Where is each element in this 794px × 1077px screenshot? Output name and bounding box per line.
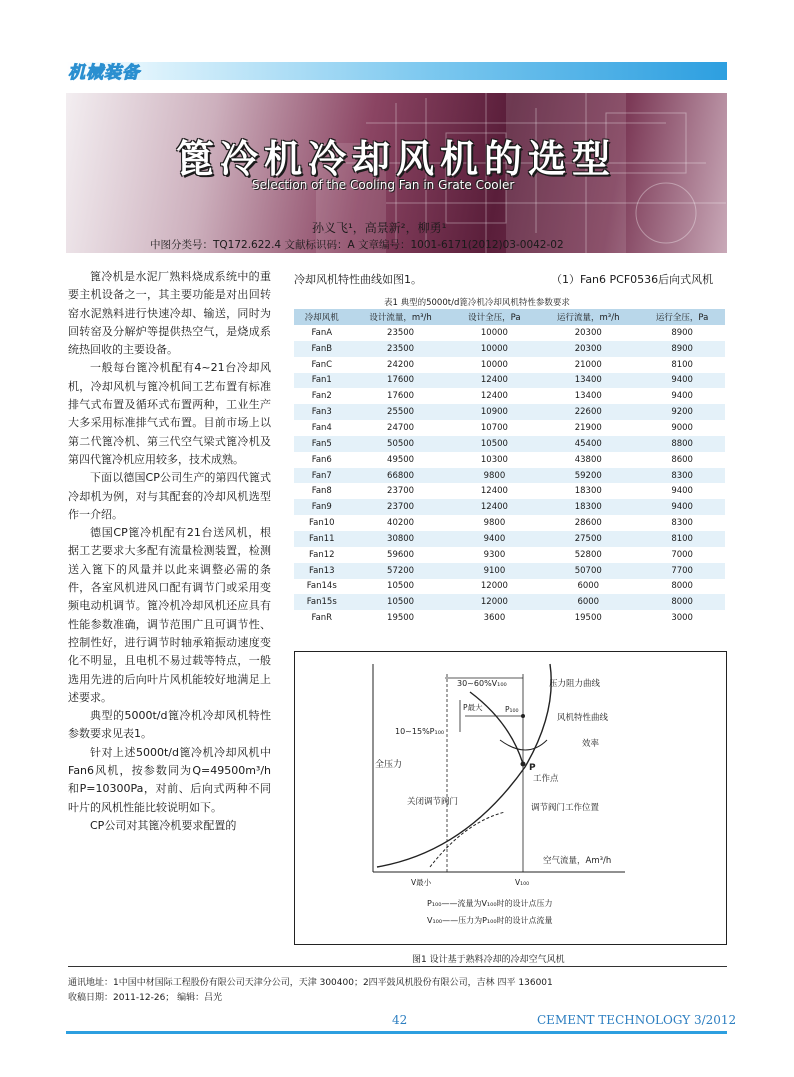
table-cell: FanB xyxy=(294,341,350,357)
authors: 孙义飞¹，高景新²，柳勇¹ xyxy=(312,221,447,235)
paragraph: 德国CP篦冷机配有21台送风机，根据工艺要求大多配有流量检测装置，检测送入篦下的风量并以此来调整必需的条件，各室风机进风口配有调节门或采用变频电动机调节。篦冷机冷却风机还应具有性能参数准确，调节范围广且可调节性、控制性好，进行调节时轴承箱振动速度变化不明显，且电机不易过载等特点，一般选用先进的后向叶片风机能较好地满足上述要求。 xyxy=(68,526,271,704)
pmax-label: P最大 xyxy=(463,703,483,712)
flow-axis-label: 空气流量，Am³/h xyxy=(543,856,612,866)
table-cell: 8100 xyxy=(639,531,725,547)
table-body xyxy=(294,325,725,626)
table-row xyxy=(294,357,725,373)
table-cell: Fan5 xyxy=(294,436,350,452)
range-q-label: 30~60%V₁₀₀ xyxy=(457,679,507,688)
footnote-address: 通讯地址：1中国中材国际工程股份有限公司天津分公司，天津 300400；2四平鼓风机股份有限公司，吉林 四平 136001 xyxy=(68,978,553,988)
table-cell: 7700 xyxy=(639,563,725,579)
closed-valve-curve xyxy=(430,812,505,867)
fan-curve-diagram xyxy=(295,652,726,944)
point-label: P xyxy=(529,763,536,773)
table-cell: 52800 xyxy=(537,547,639,563)
table-cell: 12000 xyxy=(452,594,538,610)
table-row xyxy=(294,483,725,499)
article-subtitle: Selection of the Cooling Fan in Grate Cooler xyxy=(252,178,515,192)
table-cell: 19500 xyxy=(350,610,452,626)
table-cell: 10500 xyxy=(350,594,452,610)
table-cell: 28600 xyxy=(537,515,639,531)
paragraph: 典型的5000t/d篦冷机冷却风机特性参数要求见表1。 xyxy=(68,709,271,741)
table-cell: Fan6 xyxy=(294,452,350,468)
table-cell: Fan2 xyxy=(294,388,350,404)
table-cell: 8000 xyxy=(639,579,725,595)
table-cell: Fan8 xyxy=(294,483,350,499)
section-band xyxy=(66,62,727,80)
table-cell: 12400 xyxy=(452,388,538,404)
table-cell: 21000 xyxy=(537,357,639,373)
table-row xyxy=(294,420,725,436)
paragraph: 篦冷机是水泥厂熟料烧成系统中的重要主机设备之一，其主要功能是对出回转窑水泥熟料进行快速冷却、输送，同时为回转窑及分解炉等提供热空气，是烧成系统热回收的主要设备。 xyxy=(68,270,271,357)
table-cell: 21900 xyxy=(537,420,639,436)
table-cell: 6000 xyxy=(537,579,639,595)
table-cell: 27500 xyxy=(537,531,639,547)
table-cell: 59200 xyxy=(537,468,639,484)
table-row xyxy=(294,341,725,357)
table-cell: 8300 xyxy=(639,515,725,531)
table-cell: 57200 xyxy=(350,563,452,579)
table-cell: 18300 xyxy=(537,483,639,499)
table-cell: 13400 xyxy=(537,373,639,389)
table-cell: 23500 xyxy=(350,341,452,357)
table-cell: 10000 xyxy=(452,325,538,341)
figure-caption: 图1 设计基于熟料冷却的冷却空气风机 xyxy=(412,955,565,965)
table-cell: 23500 xyxy=(350,325,452,341)
table-cell: Fan10 xyxy=(294,515,350,531)
table-row xyxy=(294,579,725,595)
table-cell: 49500 xyxy=(350,452,452,468)
table-cell: 10700 xyxy=(452,420,538,436)
table-cell: 17600 xyxy=(350,373,452,389)
table-cell: FanR xyxy=(294,610,350,626)
table-cell: 9400 xyxy=(452,531,538,547)
table-cell: 9300 xyxy=(452,547,538,563)
table-row xyxy=(294,547,725,563)
p100-marker xyxy=(521,714,525,718)
paragraph: 一般每台篦冷机配有4~21台冷却风机，冷却风机与篦冷机间工艺布置有标准排气式布置及循环式布置两种，工业生产大多采用标准排气式布置。目前市场上以第二代篦冷机、第三代空气梁式篦冷机及第四代篦冷机应用较多，技术成熟。 xyxy=(68,361,271,466)
table-cell: 17600 xyxy=(350,388,452,404)
section-label: 机械装备 xyxy=(68,63,140,83)
table-cell: 59600 xyxy=(350,547,452,563)
column-header: 冷却风机 xyxy=(294,309,350,325)
classification-line: 中图分类号：TQ172.622.4 文献标识码：A 文章编号：1001-6171(2012)03-0042-02 xyxy=(150,239,564,251)
table-cell: 10300 xyxy=(452,452,538,468)
vmin-label: V最小 xyxy=(411,878,432,887)
table-cell: 18300 xyxy=(537,499,639,515)
table-header-row xyxy=(294,309,725,325)
table-cell: 40200 xyxy=(350,515,452,531)
v100-label: V₁₀₀ xyxy=(515,878,530,887)
work-point-marker xyxy=(521,762,526,767)
table-cell: 43800 xyxy=(537,452,639,468)
table-row xyxy=(294,563,725,579)
table-cell: 9400 xyxy=(639,373,725,389)
table-cell: 6000 xyxy=(537,594,639,610)
closed-valve-label: 关闭调节阀门 xyxy=(407,797,459,807)
efficiency-label: 效率 xyxy=(582,739,600,749)
table-cell: 12400 xyxy=(452,483,538,499)
table-cell: 12000 xyxy=(452,579,538,595)
table-cell: 9200 xyxy=(639,404,725,420)
table-cell: 30800 xyxy=(350,531,452,547)
column-header: 设计全压，Pa xyxy=(452,309,538,325)
table-cell: 50500 xyxy=(350,436,452,452)
column-header: 运行流量，m³/h xyxy=(537,309,639,325)
figure-lead-text: 冷却风机特性曲线如图1。 xyxy=(294,273,422,286)
table-cell: Fan14s xyxy=(294,579,350,595)
table-cell: 9800 xyxy=(452,515,538,531)
table-cell: Fan13 xyxy=(294,563,350,579)
table-cell: 9100 xyxy=(452,563,538,579)
table-cell: Fan1 xyxy=(294,373,350,389)
table-row xyxy=(294,325,725,341)
table-cell: 20300 xyxy=(537,325,639,341)
paragraph: 下面以德国CP公司生产的第四代篦式冷却机为例，对与其配套的冷却风机选型作一介绍。 xyxy=(68,471,271,521)
table-row xyxy=(294,404,725,420)
range-p-label: 10~15%P₁₀₀ xyxy=(395,727,445,736)
page-number: 42 xyxy=(392,1013,408,1027)
table-cell: 10900 xyxy=(452,404,538,420)
table-row xyxy=(294,610,725,626)
column-header: 设计流量，m³/h xyxy=(350,309,452,325)
table-row xyxy=(294,388,725,404)
footnote-divider xyxy=(68,966,727,967)
table-cell: 8000 xyxy=(639,594,725,610)
work-point-label: 工作点 xyxy=(533,774,559,784)
table-cell: 25500 xyxy=(350,404,452,420)
column-header: 运行全压，Pa xyxy=(639,309,725,325)
table-row xyxy=(294,515,725,531)
table-row xyxy=(294,468,725,484)
footnote-received: 收稿日期：2011-12-26； 编辑：吕光 xyxy=(68,993,223,1003)
fan-characteristic-curve xyxy=(377,664,551,867)
table-row xyxy=(294,531,725,547)
table-cell: 13400 xyxy=(537,388,639,404)
table-cell: 22600 xyxy=(537,404,639,420)
table-cell: 8900 xyxy=(639,325,725,341)
table-cell: 8100 xyxy=(639,357,725,373)
table-cell: 9400 xyxy=(639,483,725,499)
table-cell: Fan4 xyxy=(294,420,350,436)
table-cell: 24700 xyxy=(350,420,452,436)
table-cell: 10500 xyxy=(350,579,452,595)
legend-p100: P₁₀₀——流量为V₁₀₀时的设计点压力 xyxy=(427,899,553,908)
article-title: 篦冷机冷却风机的选型 xyxy=(176,136,617,181)
table-cell: 10000 xyxy=(452,357,538,373)
table-row xyxy=(294,499,725,515)
table-cell: 9000 xyxy=(639,420,725,436)
paragraph: CP公司对其篦冷机要求配置的 xyxy=(90,818,237,832)
table-row xyxy=(294,373,725,389)
body-text-column xyxy=(68,268,271,835)
table-cell: 9800 xyxy=(452,468,538,484)
table-cell: 66800 xyxy=(350,468,452,484)
table-row xyxy=(294,436,725,452)
table-row xyxy=(294,452,725,468)
table-cell: 50700 xyxy=(537,563,639,579)
efficiency-curve xyxy=(500,740,547,750)
table-cell: 8900 xyxy=(639,341,725,357)
table-cell: Fan11 xyxy=(294,531,350,547)
table-cell: 3000 xyxy=(639,610,725,626)
table-cell: 23700 xyxy=(350,499,452,515)
table-cell: 23700 xyxy=(350,483,452,499)
resistance-label: 压力阻力曲线 xyxy=(549,679,601,689)
legend-v100: V₁₀₀——压力为P₁₀₀时的设计点流量 xyxy=(427,916,553,925)
table-cell: 9400 xyxy=(639,499,725,515)
journal-name: CEMENT TECHNOLOGY 3/2012 xyxy=(537,1013,737,1027)
table-cell: FanA xyxy=(294,325,350,341)
table-row xyxy=(294,594,725,610)
table-cell: FanC xyxy=(294,357,350,373)
table-cell: 24200 xyxy=(350,357,452,373)
table-cell: Fan9 xyxy=(294,499,350,515)
table-cell: 8600 xyxy=(639,452,725,468)
table-cell: Fan7 xyxy=(294,468,350,484)
table-cell: Fan12 xyxy=(294,547,350,563)
table-cell: 12400 xyxy=(452,499,538,515)
table-cell: 8800 xyxy=(639,436,725,452)
table-cell: 45400 xyxy=(537,436,639,452)
p100-label: P₁₀₀ xyxy=(505,705,519,714)
table-cell: 20300 xyxy=(537,341,639,357)
table-cell: 12400 xyxy=(452,373,538,389)
total-pressure-label: 全压力 xyxy=(375,760,403,770)
table-cell: 3600 xyxy=(452,610,538,626)
table-cell: 10500 xyxy=(452,436,538,452)
right-lead-text: （1）Fan6 PCF0536后向式风机 xyxy=(551,273,714,286)
figure-frame xyxy=(294,651,727,945)
table-cell: 10000 xyxy=(452,341,538,357)
paragraph: 针对上述5000t/d篦冷机冷却风机中Fan6风机，按参数同为Q=49500m³/h和P=10300Pa，对前、后向式两种不同叶片的风机性能比较说明如下。 xyxy=(68,745,271,814)
table-cell: 8300 xyxy=(639,468,725,484)
valve-position-label: 调节阀门工作位置 xyxy=(531,803,600,813)
table-caption: 表1 典型的5000t/d篦冷机冷却风机特性参数要求 xyxy=(384,298,570,308)
fan-curve-label: 风机特性曲线 xyxy=(557,713,609,723)
footer-band xyxy=(66,1031,727,1034)
table-cell: 9400 xyxy=(639,388,725,404)
table-cell: 19500 xyxy=(537,610,639,626)
fan-spec-table xyxy=(294,309,725,626)
table-cell: Fan15s xyxy=(294,594,350,610)
table-cell: 7000 xyxy=(639,547,725,563)
table-cell: Fan3 xyxy=(294,404,350,420)
